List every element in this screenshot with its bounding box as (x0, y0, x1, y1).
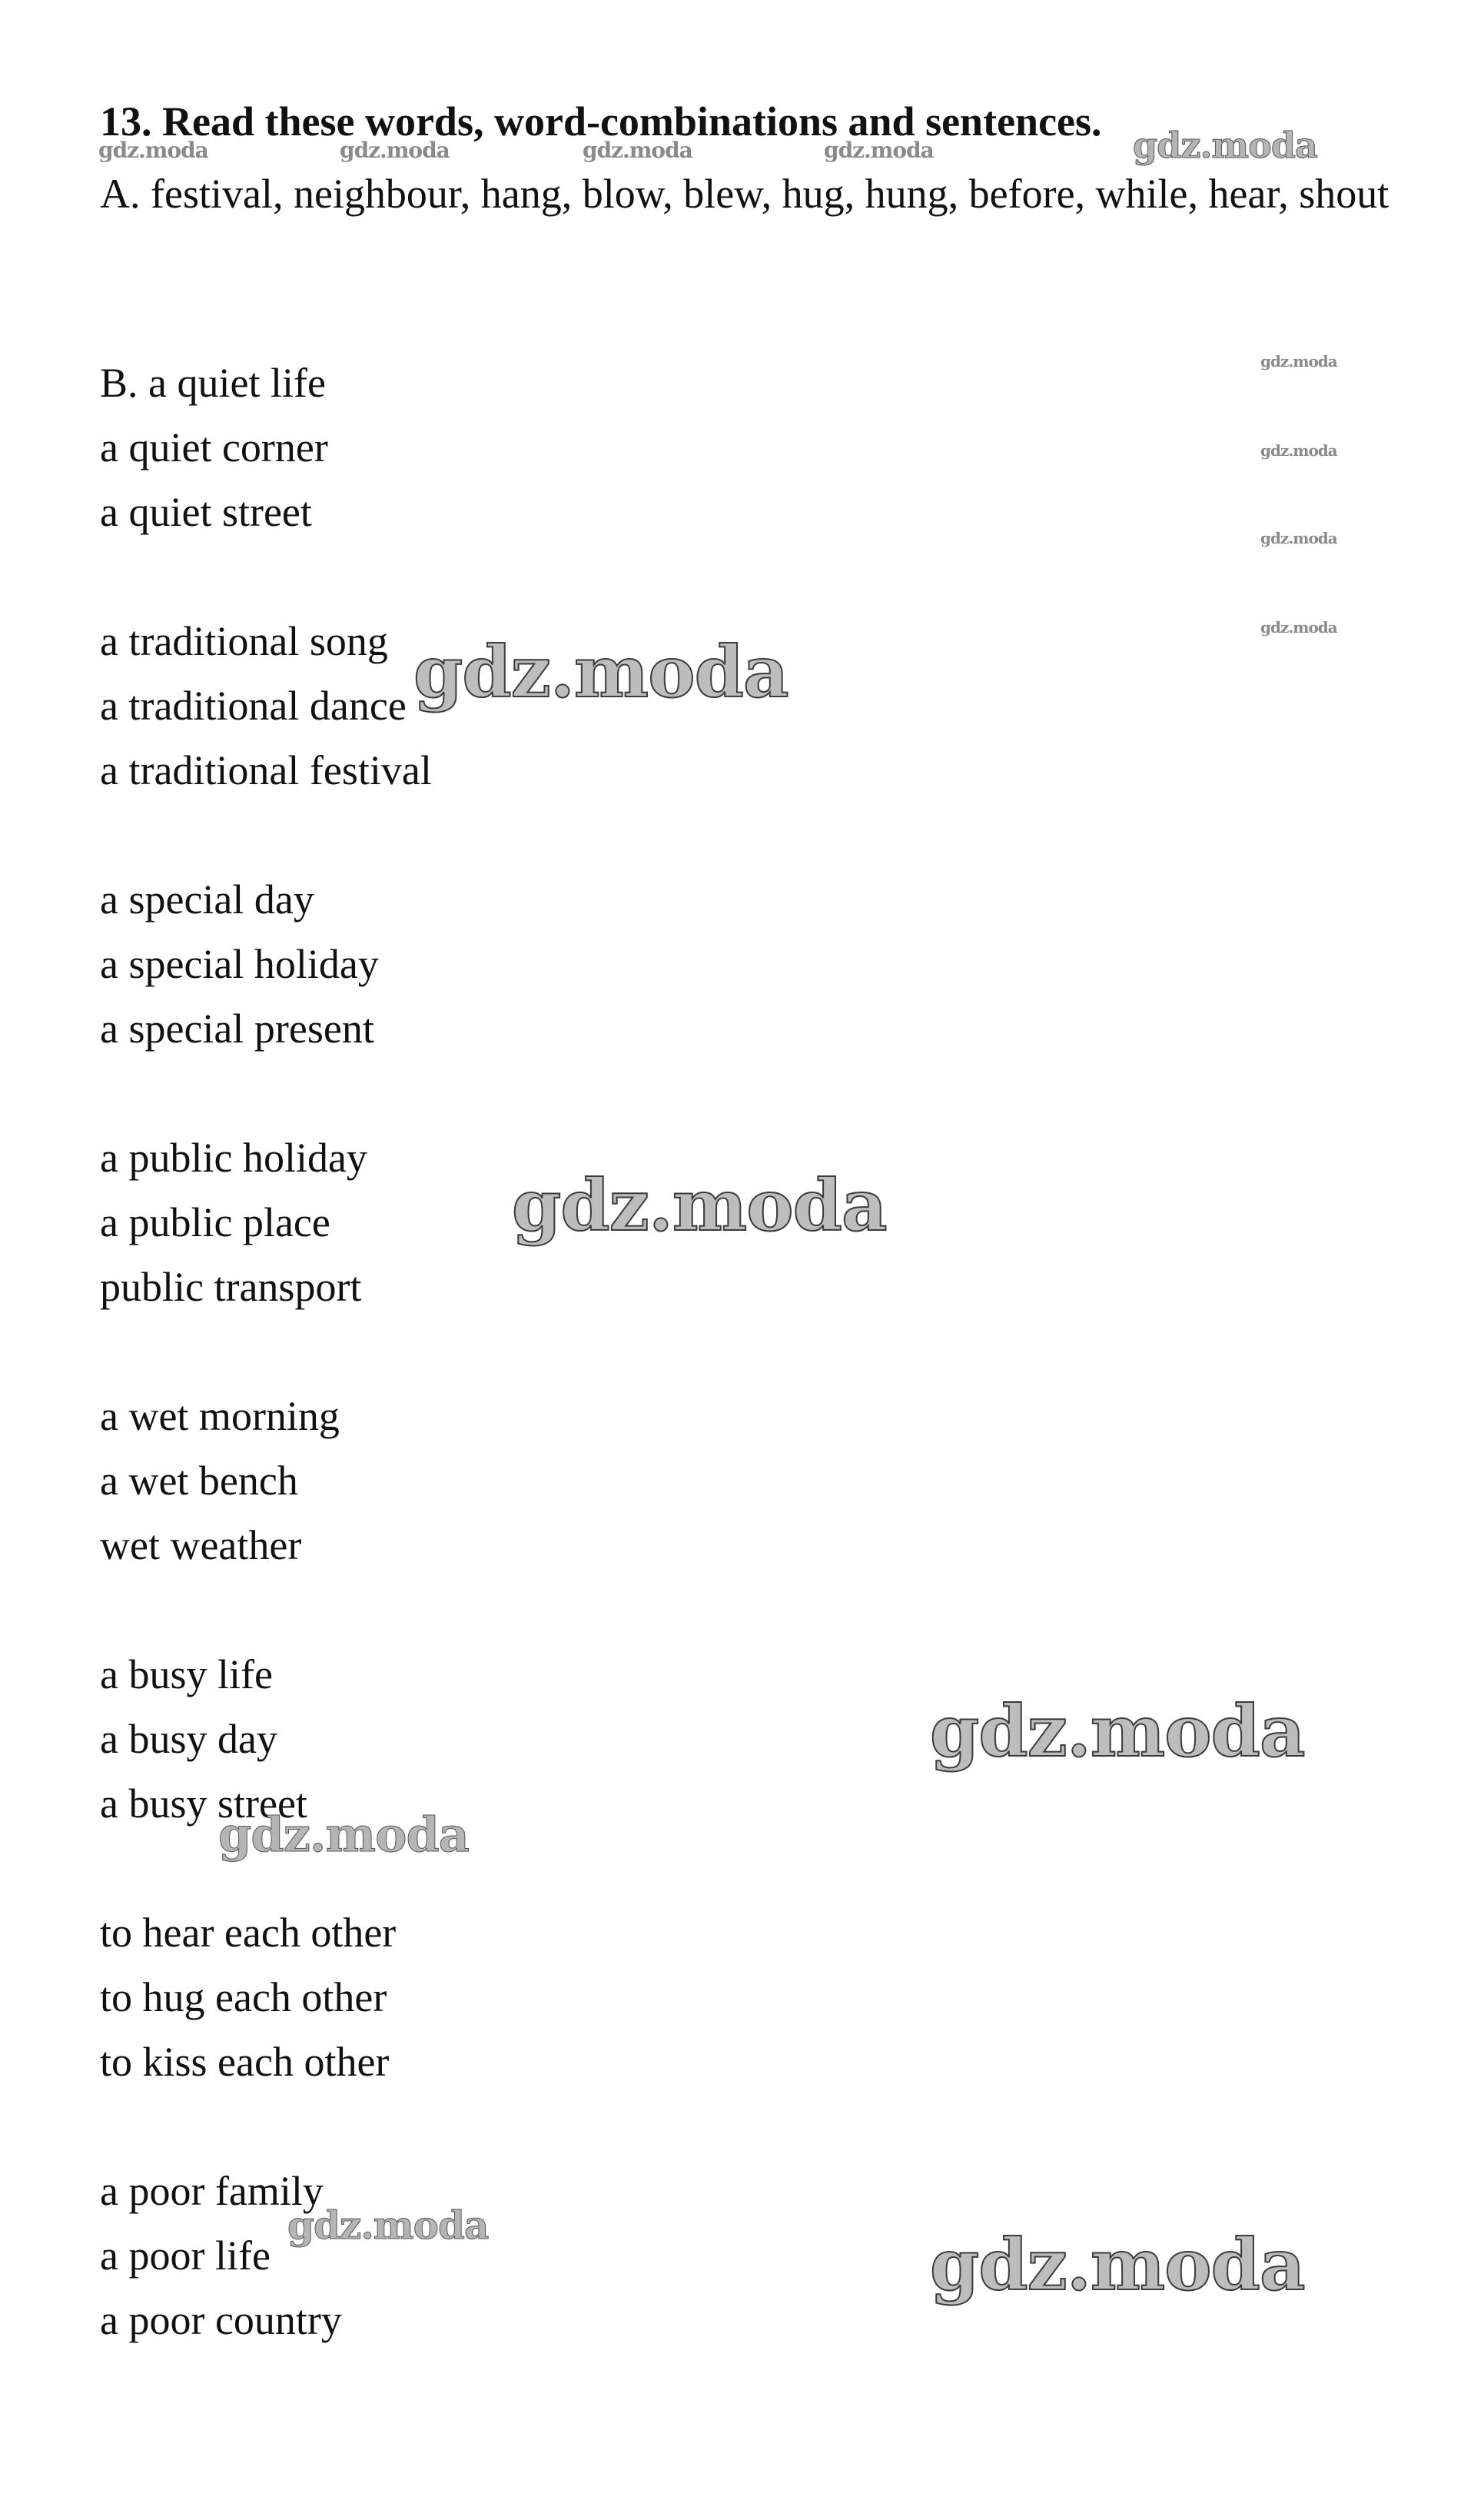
phrase-hug-each-other: to hug each other (100, 1974, 387, 2020)
phrase-public-transport: public transport (100, 1264, 362, 1310)
phrase-wet-bench: a wet bench (100, 1458, 298, 1504)
phrase-traditional-festival: a traditional festival (100, 747, 432, 793)
phrase-quiet-corner: a quiet corner (100, 424, 328, 470)
watermark-logo: gdz.moda (1260, 352, 1337, 371)
phrase-poor-country: a poor country (100, 2297, 342, 2343)
exercise-heading: 13. Read these words, word-combinations and sentences. (100, 98, 1102, 145)
phrase-special-present: a special present (100, 1006, 374, 1052)
phrase-quiet-street: a quiet street (100, 489, 312, 535)
phrase-special-day: a special day (100, 876, 314, 923)
watermark-logo: gdz.moda (583, 138, 692, 163)
watermark-logo: gdz.moda (1260, 618, 1337, 637)
watermark-logo: gdz.moda (340, 138, 450, 163)
section-a-word-list: A. festival, neighbour, hang, blow, blew, hug, hung, before, while, hear, shout (100, 171, 1389, 217)
watermark-logo: gdz.moda (930, 2223, 1305, 2306)
phrase-special-holiday: a special holiday (100, 941, 379, 987)
phrase-quiet-life: B. a quiet life (100, 360, 326, 406)
watermark-logo: gdz.moda (930, 1690, 1305, 1773)
phrase-public-place: a public place (100, 1199, 330, 1245)
watermark-logo: gdz.moda (413, 630, 788, 713)
phrase-public-holiday: a public holiday (100, 1135, 367, 1181)
phrase-hear-each-other: to hear each other (100, 1910, 397, 1956)
phrase-busy-street: a busy street (100, 1780, 307, 1827)
phrase-traditional-song: a traditional song (100, 618, 388, 664)
watermark-logo: gdz.moda (218, 1807, 469, 1863)
watermark-logo: gdz.moda (1260, 529, 1337, 547)
phrase-busy-day: a busy day (100, 1716, 277, 1762)
phrase-poor-life: a poor life (100, 2232, 271, 2279)
watermark-logo: gdz.moda (287, 2202, 489, 2248)
phrase-traditional-dance: a traditional dance (100, 683, 407, 729)
watermark-logo: gdz.moda (1133, 125, 1317, 166)
watermark-logo: gdz.moda (512, 1164, 887, 1247)
watermark-logo: gdz.moda (824, 138, 934, 163)
phrase-busy-life: a busy life (100, 1651, 273, 1697)
watermark-logo: gdz.moda (1260, 441, 1337, 460)
phrase-wet-weather: wet weather (100, 1522, 302, 1568)
phrase-kiss-each-other: to kiss each other (100, 2039, 390, 2085)
phrase-wet-morning: a wet morning (100, 1393, 340, 1439)
watermark-logo: gdz.moda (98, 138, 208, 163)
phrase-poor-family: a poor family (100, 2168, 324, 2214)
